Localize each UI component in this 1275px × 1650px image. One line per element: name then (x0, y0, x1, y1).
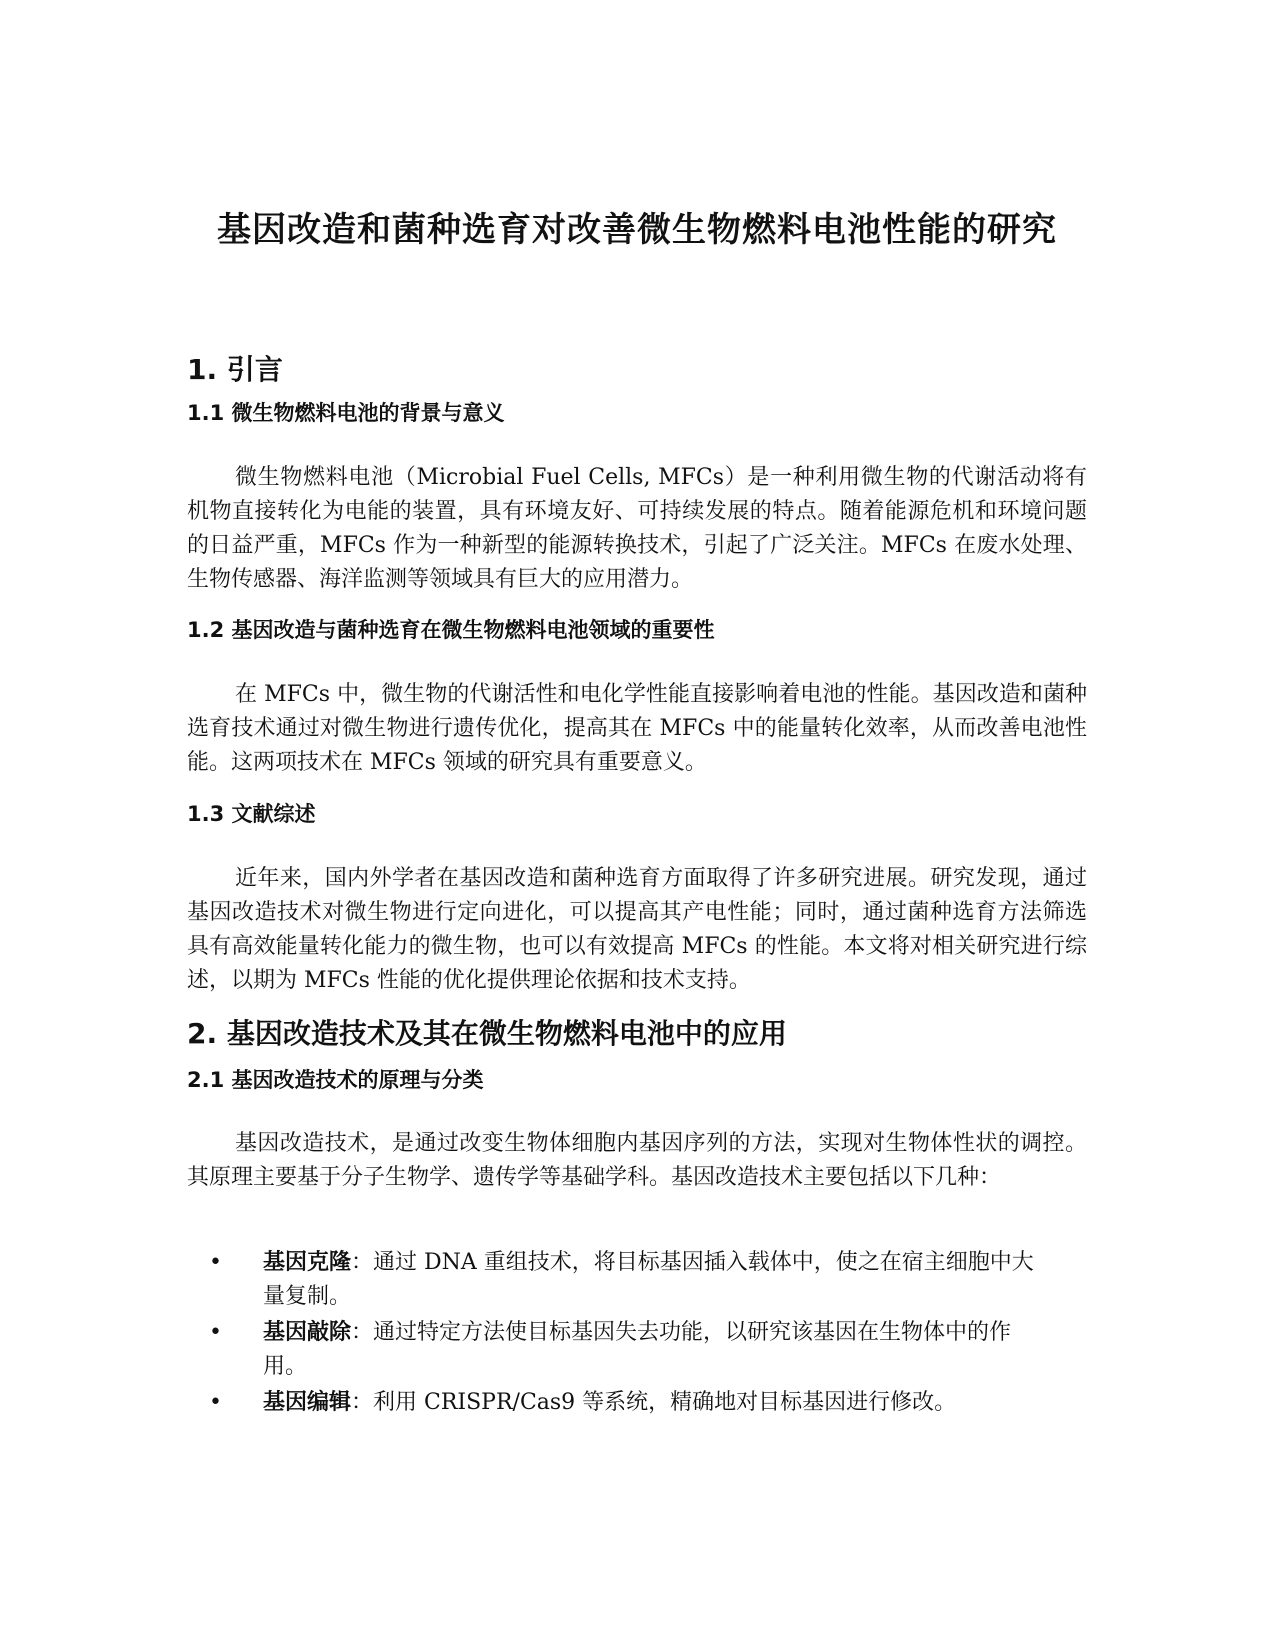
bullet-term: 基因克隆 (263, 1250, 352, 1275)
subsection-heading-2-1: 2.1 基因改造技术的原理与分类 (187, 1068, 484, 1092)
bullet-list (187, 1246, 1087, 1422)
section-heading-1: 1. 引言 (187, 353, 283, 386)
bullet-dot: • (209, 1250, 222, 1275)
bullet-text: ：利用 CRISPR/Cas9 等系统，精确地对目标基因进行修改。 (351, 1390, 957, 1415)
paragraph-1-3: 近年来，国内外学者在基因改造和菌种选育方面取得了许多研究进展。研究发现，通过基因改造技术对微生物进行定向进化，可以提高其产电性能；同时，通过菌种选育方法筛选具有高效能量转化能力的微生物，也可以有效提高 MFCs 的性能。本文将对相关研究进行综述，以期为 MFCs 性能的优化提供理论依据和技术支持。 (187, 866, 1087, 993)
bullet-item-gene-cloning (187, 1246, 1053, 1314)
paragraph-1-1: 微生物燃料电池（Microbial Fuel Cells, MFCs）是一种利用微生物的代谢活动将有机物直接转化为电能的装置，具有环境友好、可持续发展的特点。随着能源危机和环境问题的日益严重，MFCs 作为一种新型的能源转换技术，引起了广泛关注。MFCs 在废水处理、生物传感器、海洋监测等领域具有巨大的应用潜力。 (187, 465, 1087, 592)
subsection-heading-1-3: 1.3 文献综述 (187, 802, 316, 826)
bullet-term: 基因敲除 (263, 1320, 352, 1345)
subsection-heading-1-1: 1.1 微生物燃料电池的背景与意义 (187, 401, 505, 425)
bullet-text: ：通过特定方法使目标基因失去功能，以研究该基因在生物体中的作用。 (263, 1320, 1012, 1379)
document-title: 基因改造和菌种选育对改善微生物燃料电池性能的研究 (217, 210, 1057, 250)
bullet-term: 基因编辑 (263, 1390, 352, 1415)
section-heading-2: 2. 基因改造技术及其在微生物燃料电池中的应用 (187, 1017, 787, 1050)
paragraph-2-1: 基因改造技术，是通过改变生物体细胞内基因序列的方法，实现对生物体性状的调控。其原理主要基于分子生物学、遗传学等基础学科。基因改造技术主要包括以下几种： (187, 1131, 1087, 1190)
paragraph-1-2: 在 MFCs 中，微生物的代谢活性和电化学性能直接影响着电池的性能。基因改造和菌种选育技术通过对微生物进行遗传优化，提高其在 MFCs 中的能量转化效率，从而改善电池性能。这两项技术在 MFCs 领域的研究具有重要意义。 (187, 682, 1087, 775)
bullet-text: ：通过 DNA 重组技术，将目标基因插入载体中，使之在宿主细胞中大量复制。 (263, 1250, 1034, 1309)
bullet-item-gene-knockout (187, 1316, 1053, 1384)
bullet-dot: • (209, 1320, 222, 1345)
bullet-item-gene-editing (187, 1386, 1053, 1420)
subsection-heading-1-2: 1.2 基因改造与菌种选育在微生物燃料电池领域的重要性 (187, 618, 715, 642)
bullet-dot: • (209, 1390, 222, 1415)
